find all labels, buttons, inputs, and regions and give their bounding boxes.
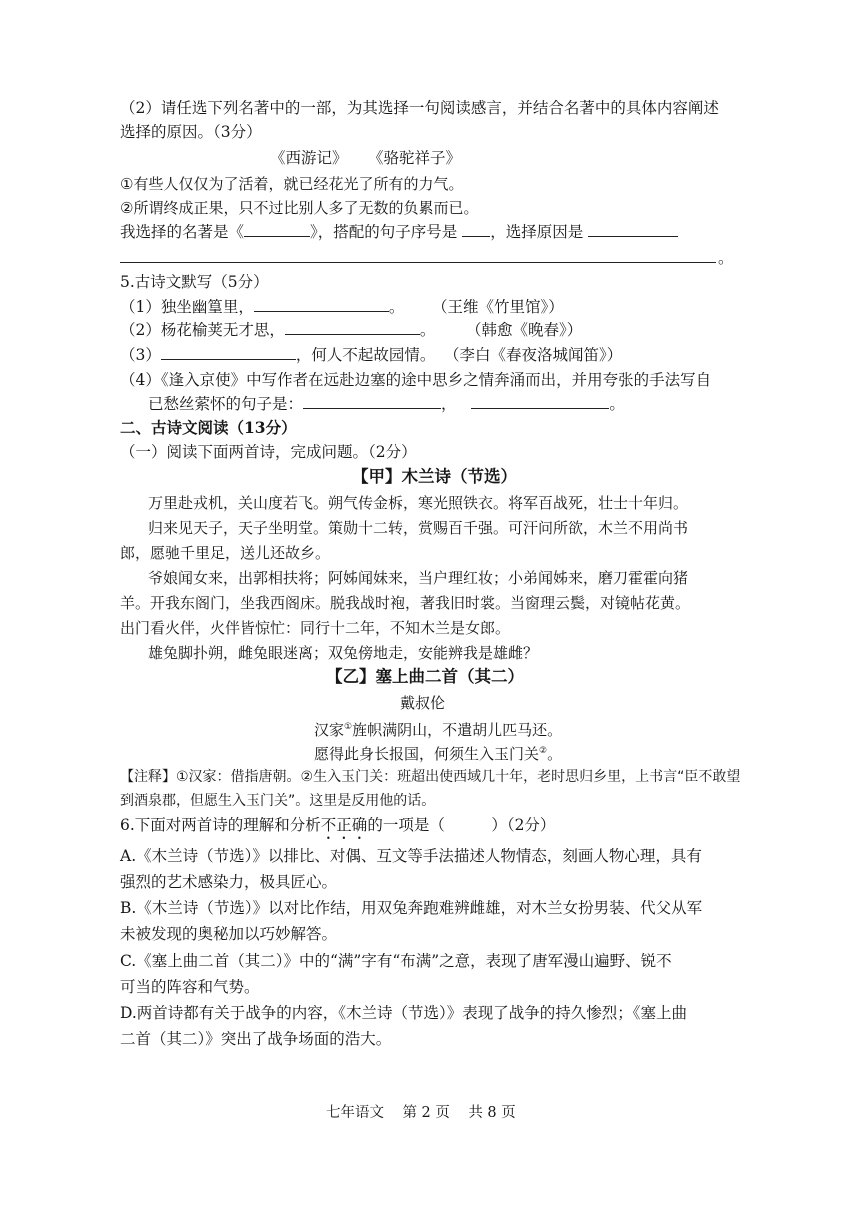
poem-b-author: 戴叔伦 [400, 694, 446, 712]
poem-a-line: 雄兔脚扑朔，雌兔眼迷离；双兔傍地走，安能辨我是雄雌？ [148, 644, 539, 662]
poem-a-title: 【甲】木兰诗（节选） [352, 467, 517, 486]
q6-option-a-line2: 强烈的艺术感染力，极具匠心。 [120, 873, 338, 891]
q5-item3-source: （李白《春夜洛城闻笛》） [444, 346, 623, 364]
footer-page-number: 第 2 页 [402, 1105, 450, 1121]
quote-1: ①有些人仅仅为了活着，就已经花光了所有的力气。 [120, 175, 464, 193]
book-blank[interactable] [244, 222, 310, 237]
q5-item1-prefix: （1）独坐幽篁里， [120, 298, 254, 316]
answer-line [120, 222, 678, 242]
book-luotuoxiangzi: 《骆驼祥子》 [368, 149, 462, 167]
q5-item2-blank[interactable] [285, 320, 420, 335]
poem-b-line2-b: 。 [547, 745, 563, 763]
poem-b-line1-b: 旌帜满阴山，不遣胡儿匹马还。 [352, 721, 563, 739]
footer-subject: 七年语文 [326, 1105, 384, 1121]
q5-item2 [120, 320, 435, 340]
poem-b-title: 【乙】塞上曲二首（其二） [326, 667, 524, 686]
q5-item3-suffix: ，何人不起故园情。 [295, 346, 436, 364]
q5-item1-blank[interactable] [254, 297, 389, 312]
quote-2: ②所谓终成正果，只不过比别人多了无数的负累而已。 [120, 199, 479, 217]
q5-item3-blank[interactable] [161, 345, 296, 360]
q6-option-d-line2: 二首（其二）》突出了战争场面的浩大。 [120, 1030, 392, 1048]
q5-item4-end: 。 [609, 395, 625, 413]
footnote-mark-2: ② [539, 746, 548, 756]
q6-option-a-line1[interactable]: A.《木兰诗（节选）》以排比、对偶、互文等手法描述人物情态，刻画人物心理，具有 [120, 847, 702, 865]
q6-stem [120, 815, 555, 843]
poem-b-line1-a: 汉家 [314, 721, 345, 739]
q5-item3-prefix: （3） [120, 346, 161, 364]
reason-blank-1[interactable] [588, 222, 678, 237]
q6-stem-b: 的一项是（ ）（2分） [367, 816, 556, 834]
q5-item2-suffix: 。 [419, 321, 436, 339]
q4-2-line1: （2）请任选下列名著中的一部，为其选择一句阅读感言，并结合名著中的具体内容阐述 [120, 99, 719, 117]
poem-a-line: 郎，愿驰千里足，送儿还故乡。 [120, 544, 331, 562]
q6-option-c-line2: 可当的阵容和气势。 [120, 978, 260, 996]
answer-end: 。 [718, 249, 734, 267]
q6-option-d-line1[interactable]: D.两首诗都有关于战争的内容，《木兰诗（节选）》表现了战争的持久惨烈；《塞上曲 [120, 1004, 688, 1022]
annotation-line2: 到酒泉郡，但愿生入玉门关”。这里是反用他的话。 [120, 793, 436, 809]
poem-a-line: 万里赴戎机，关山度若飞。朔气传金柝，寒光照铁衣。将军百战死，壮士十年归。 [148, 494, 689, 512]
footnote-mark-1: ① [344, 722, 353, 732]
q6-option-b-line1[interactable]: B.《木兰诗（节选）》以对比作结，用双兔奔跑难辨雌雄，对木兰女扮男装、代父从军 [120, 899, 703, 917]
poem-a-line: 出门看火伴，火伴皆惊忙：同行十二年，不知木兰是女郎。 [120, 619, 511, 637]
q6-stem-emphasis: 不正确 [320, 816, 368, 834]
q5-item4-line1: （4）《逢入京使》中写作者在远赴边塞的途中思乡之情奔涌而出，并用夸张的手法写自 [120, 371, 712, 389]
q5-item4-line2 [148, 394, 625, 414]
q6-option-b-line2: 未被发现的奥秘加以巧妙解答。 [120, 925, 338, 943]
poem-b-line2 [314, 741, 562, 764]
poem-a-line: 羊。开我东阁门，坐我西阁床。脱我战时袍，著我旧时裳。当窗理云鬓，对镜帖花黄。 [120, 594, 691, 612]
q5-item2-prefix: （2）杨花榆荚无才思， [120, 321, 285, 339]
q5-item4-blank-2[interactable] [471, 394, 609, 409]
poem-b-line1 [314, 717, 562, 740]
answer-label-book: 我选择的名著是《 [120, 223, 245, 241]
annotation-line1: 【注释】①汉家：借指唐朝。②生入玉门关：班超出使西域几十年，老时思归乡里，上书言“臣不敢望 [120, 769, 741, 785]
poem-a-line: 爷娘闻女来，出郭相扶将；阿姊闻妹来，当户理红妆；小弟闻姊来，磨刀霍霍向猪 [148, 569, 689, 587]
reason-blank-2[interactable] [120, 262, 716, 263]
section-2-heading: 二、古诗文阅读（13分） [120, 418, 297, 437]
answer-label-sentence: 》，搭配的句子序号是 [310, 223, 458, 241]
page-footer [326, 1103, 516, 1123]
section-2-sub1: （一）阅读下面两首诗，完成问题。（2分） [120, 443, 417, 461]
q5-item4-prefix: 已愁丝萦怀的句子是： [148, 395, 304, 413]
poem-a-line: 归来见天子，天子坐明堂。策勋十二转，赏赐百千强。可汗问所欲，木兰不用尚书 [148, 519, 689, 537]
q5-item2-source: （韩愈《晚春》） [466, 321, 583, 339]
q6-stem-a: 6.下面对两首诗的理解和分析 [120, 816, 321, 834]
q4-2-line2: 选择的原因。（3分） [120, 123, 262, 141]
poem-b-line2-a: 愿得此身长报国，何须生入玉门关 [314, 745, 540, 763]
answer-label-reason: ，选择原因是 [490, 223, 584, 241]
sentence-number-blank[interactable] [462, 222, 490, 237]
footer-total-pages: 共 8 页 [468, 1105, 516, 1121]
q5-item1-suffix: 。 [388, 298, 405, 316]
q5-item3 [120, 345, 435, 365]
q5-item1 [120, 297, 404, 317]
q6-option-c-line1[interactable]: C.《塞上曲二首（其二）》中的“满”字有“布满”之意，表现了唐军漫山遍野、锐不 [120, 952, 672, 970]
q5-item1-source: （王维《竹里馆》） [432, 298, 564, 316]
book-xiyouji: 《西游记》 [270, 149, 348, 167]
q5-heading: 5.古诗文默写（5分） [120, 273, 269, 291]
q5-item4-comma: ， [441, 395, 457, 413]
q5-item4-blank-1[interactable] [303, 394, 441, 409]
